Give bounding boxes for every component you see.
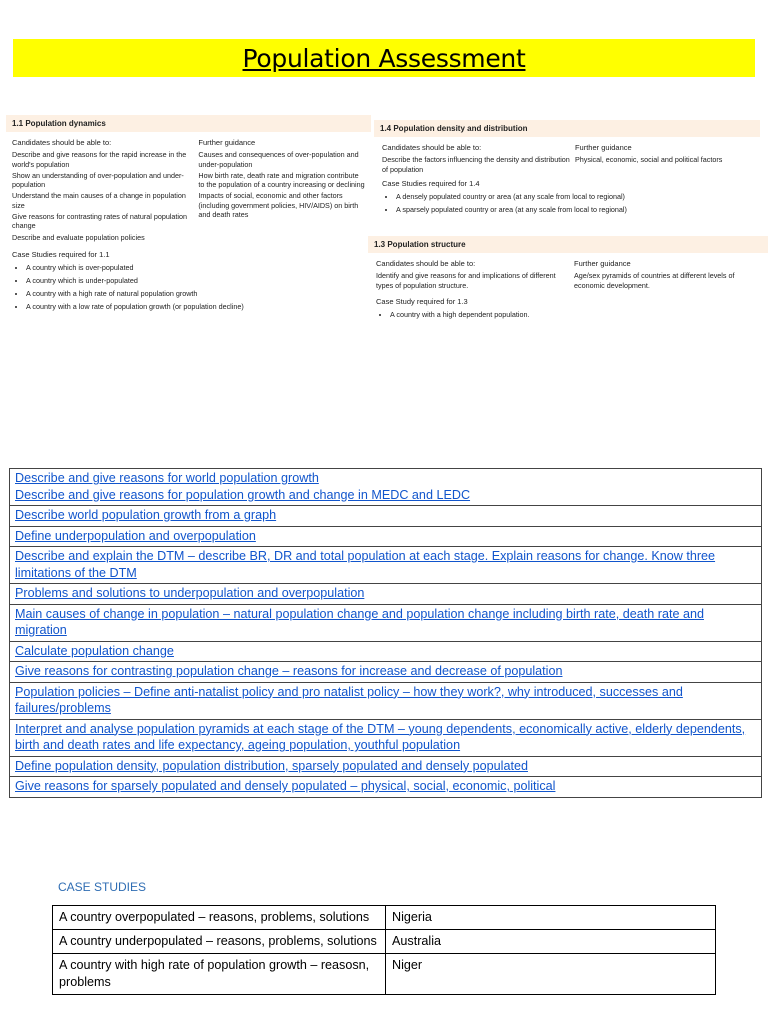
objective-text: Describe and give reasons for the rapid increase in the world's population [12,150,187,169]
guidance-text: Physical, economic, social and political factors [574,155,723,165]
table-row [10,777,762,798]
case-study-item: • A country with a high dependent population. [390,308,760,321]
column-heading: Further guidance [574,143,632,152]
case-study-item: • A densely populated country or area (at any scale from local to regional) [396,190,752,203]
table-row [10,526,762,547]
topic-cell[interactable] [10,662,762,683]
objective-text: Show an understanding of over-population and under-population [12,170,184,190]
guidance-text: Causes and consequences of over-population and under-population [198,150,359,169]
topic-cell[interactable] [10,604,762,641]
topic-link[interactable]: Describe and explain the DTM – describe BR, DR and total population at each stage. Explain reasons for change. Know three limitations of the DTM [15,549,716,580]
table-row [53,954,716,995]
case-study-item: • A country which is under-populated [26,274,365,287]
objective-text: Give reasons for contrasting rates of natural population change [12,212,187,231]
table-row [10,641,762,662]
case-study-item: • A country with a high rate of natural population growth [26,287,365,300]
guidance-text: Age/sex pyramids of countries at different levels of economic development. [574,271,735,290]
objective-text: Identify and give reasons for and implications of different types of population structure. [376,271,556,290]
column-heading: Candidates should be able to: [382,143,482,152]
topic-link[interactable]: Interpret and analyse population pyramids at each stage of the DTM – young dependents, economically active, elderly dependents, birth and death rates and life expectancy, ageing population, youthful population [15,721,746,752]
topic-link[interactable]: Calculate population change [15,643,174,658]
table-row [10,547,762,584]
topic-cell[interactable] [10,547,762,584]
column-heading: Candidates should be able to: [12,138,112,147]
section-header: 1.4 Population density and distribution [374,120,760,137]
topic-cell[interactable] [10,469,762,506]
title-banner [13,39,755,77]
case-studies-heading: CASE STUDIES [58,880,147,894]
case-study-heading: Case Study required for 1.3 [376,296,468,306]
case-study-heading: Case Studies required for 1.4 [382,178,480,188]
column-heading: Further guidance [574,259,631,268]
topics-table [9,468,762,798]
topic-link[interactable]: Give reasons for sparsely populated and densely populated – physical, social, economic, political [15,779,556,793]
case-studies-table [52,905,716,995]
case-country: Niger [386,954,716,995]
syllabus-excerpt-1-4 [374,120,760,235]
column-heading: Candidates should be able to: [376,259,476,268]
case-country: Australia [386,930,716,954]
case-study-item: • A sparsely populated country or area (at any scale from local to regional) [396,203,752,216]
case-study-heading: Case Studies required for 1.1 [12,249,110,259]
case-study-item: • A country which is over-populated [26,261,365,274]
table-row [10,719,762,756]
topic-cell[interactable] [10,526,762,547]
topic-cell[interactable] [10,719,762,756]
table-row [10,682,762,719]
case-description: A country underpopulated – reasons, problems, solutions [53,930,386,954]
case-description: A country with high rate of population growth – reasosn, problems [53,954,386,995]
table-row [53,930,716,954]
case-study-item: • A country with a low rate of population growth (or population decline) [26,300,365,313]
topic-cell[interactable] [10,777,762,798]
guidance-text: Impacts of social, economic and other factors (including government policies, HIV/AIDS) on birth and death rates [198,191,359,220]
page-title: Population Assessment [242,43,526,73]
section-header: 1.3 Population structure [368,236,768,253]
syllabus-excerpt-1-1 [6,115,371,347]
topic-link[interactable]: Describe world population growth from a graph [15,508,277,522]
case-country: Nigeria [386,906,716,930]
objective-text: Describe and evaluate population policies [12,232,145,242]
table-row [10,662,762,683]
topic-link[interactable]: Problems and solutions to underpopulation and overpopulation [15,586,365,600]
topic-link[interactable]: Main causes of change in population – natural population change and population change including birth rate, death rate and migration [15,606,704,637]
topic-cell[interactable] [10,641,762,662]
case-description: A country overpopulated – reasons, problems, solutions [53,906,386,930]
topic-cell[interactable] [10,682,762,719]
syllabus-excerpt-1-3 [368,236,768,348]
guidance-text: How birth rate, death rate and migration contribute to the population of a country increasing or declining [198,170,365,190]
objective-text: Understand the main causes of a change in population size [12,191,186,210]
table-row [10,506,762,527]
table-row [53,906,716,930]
topic-cell[interactable] [10,584,762,605]
table-row [10,604,762,641]
section-header: 1.1 Population dynamics [6,115,371,132]
topic-cell[interactable] [10,506,762,527]
table-row [10,756,762,777]
topic-link[interactable]: Describe and give reasons for population growth and change in MEDC and LEDC [15,487,471,502]
topic-link[interactable]: Define population density, population distribution, sparsely populated and densely populated [15,758,528,773]
table-row [10,584,762,605]
topic-link[interactable]: Population policies – Define anti-natalist policy and pro natalist policy – how they work?, why introduced, successes and failures/problems [15,684,683,715]
topic-link[interactable]: Give reasons for contrasting population change – reasons for increase and decrease of population [15,664,563,678]
table-row [10,469,762,506]
topic-cell[interactable] [10,756,762,777]
topic-link[interactable]: Define underpopulation and overpopulation [15,528,256,543]
column-heading: Further guidance [198,138,256,147]
topic-link[interactable]: Describe and give reasons for world population growth [15,471,319,485]
objective-text: Describe the factors influencing the density and distribution of population [382,155,570,174]
